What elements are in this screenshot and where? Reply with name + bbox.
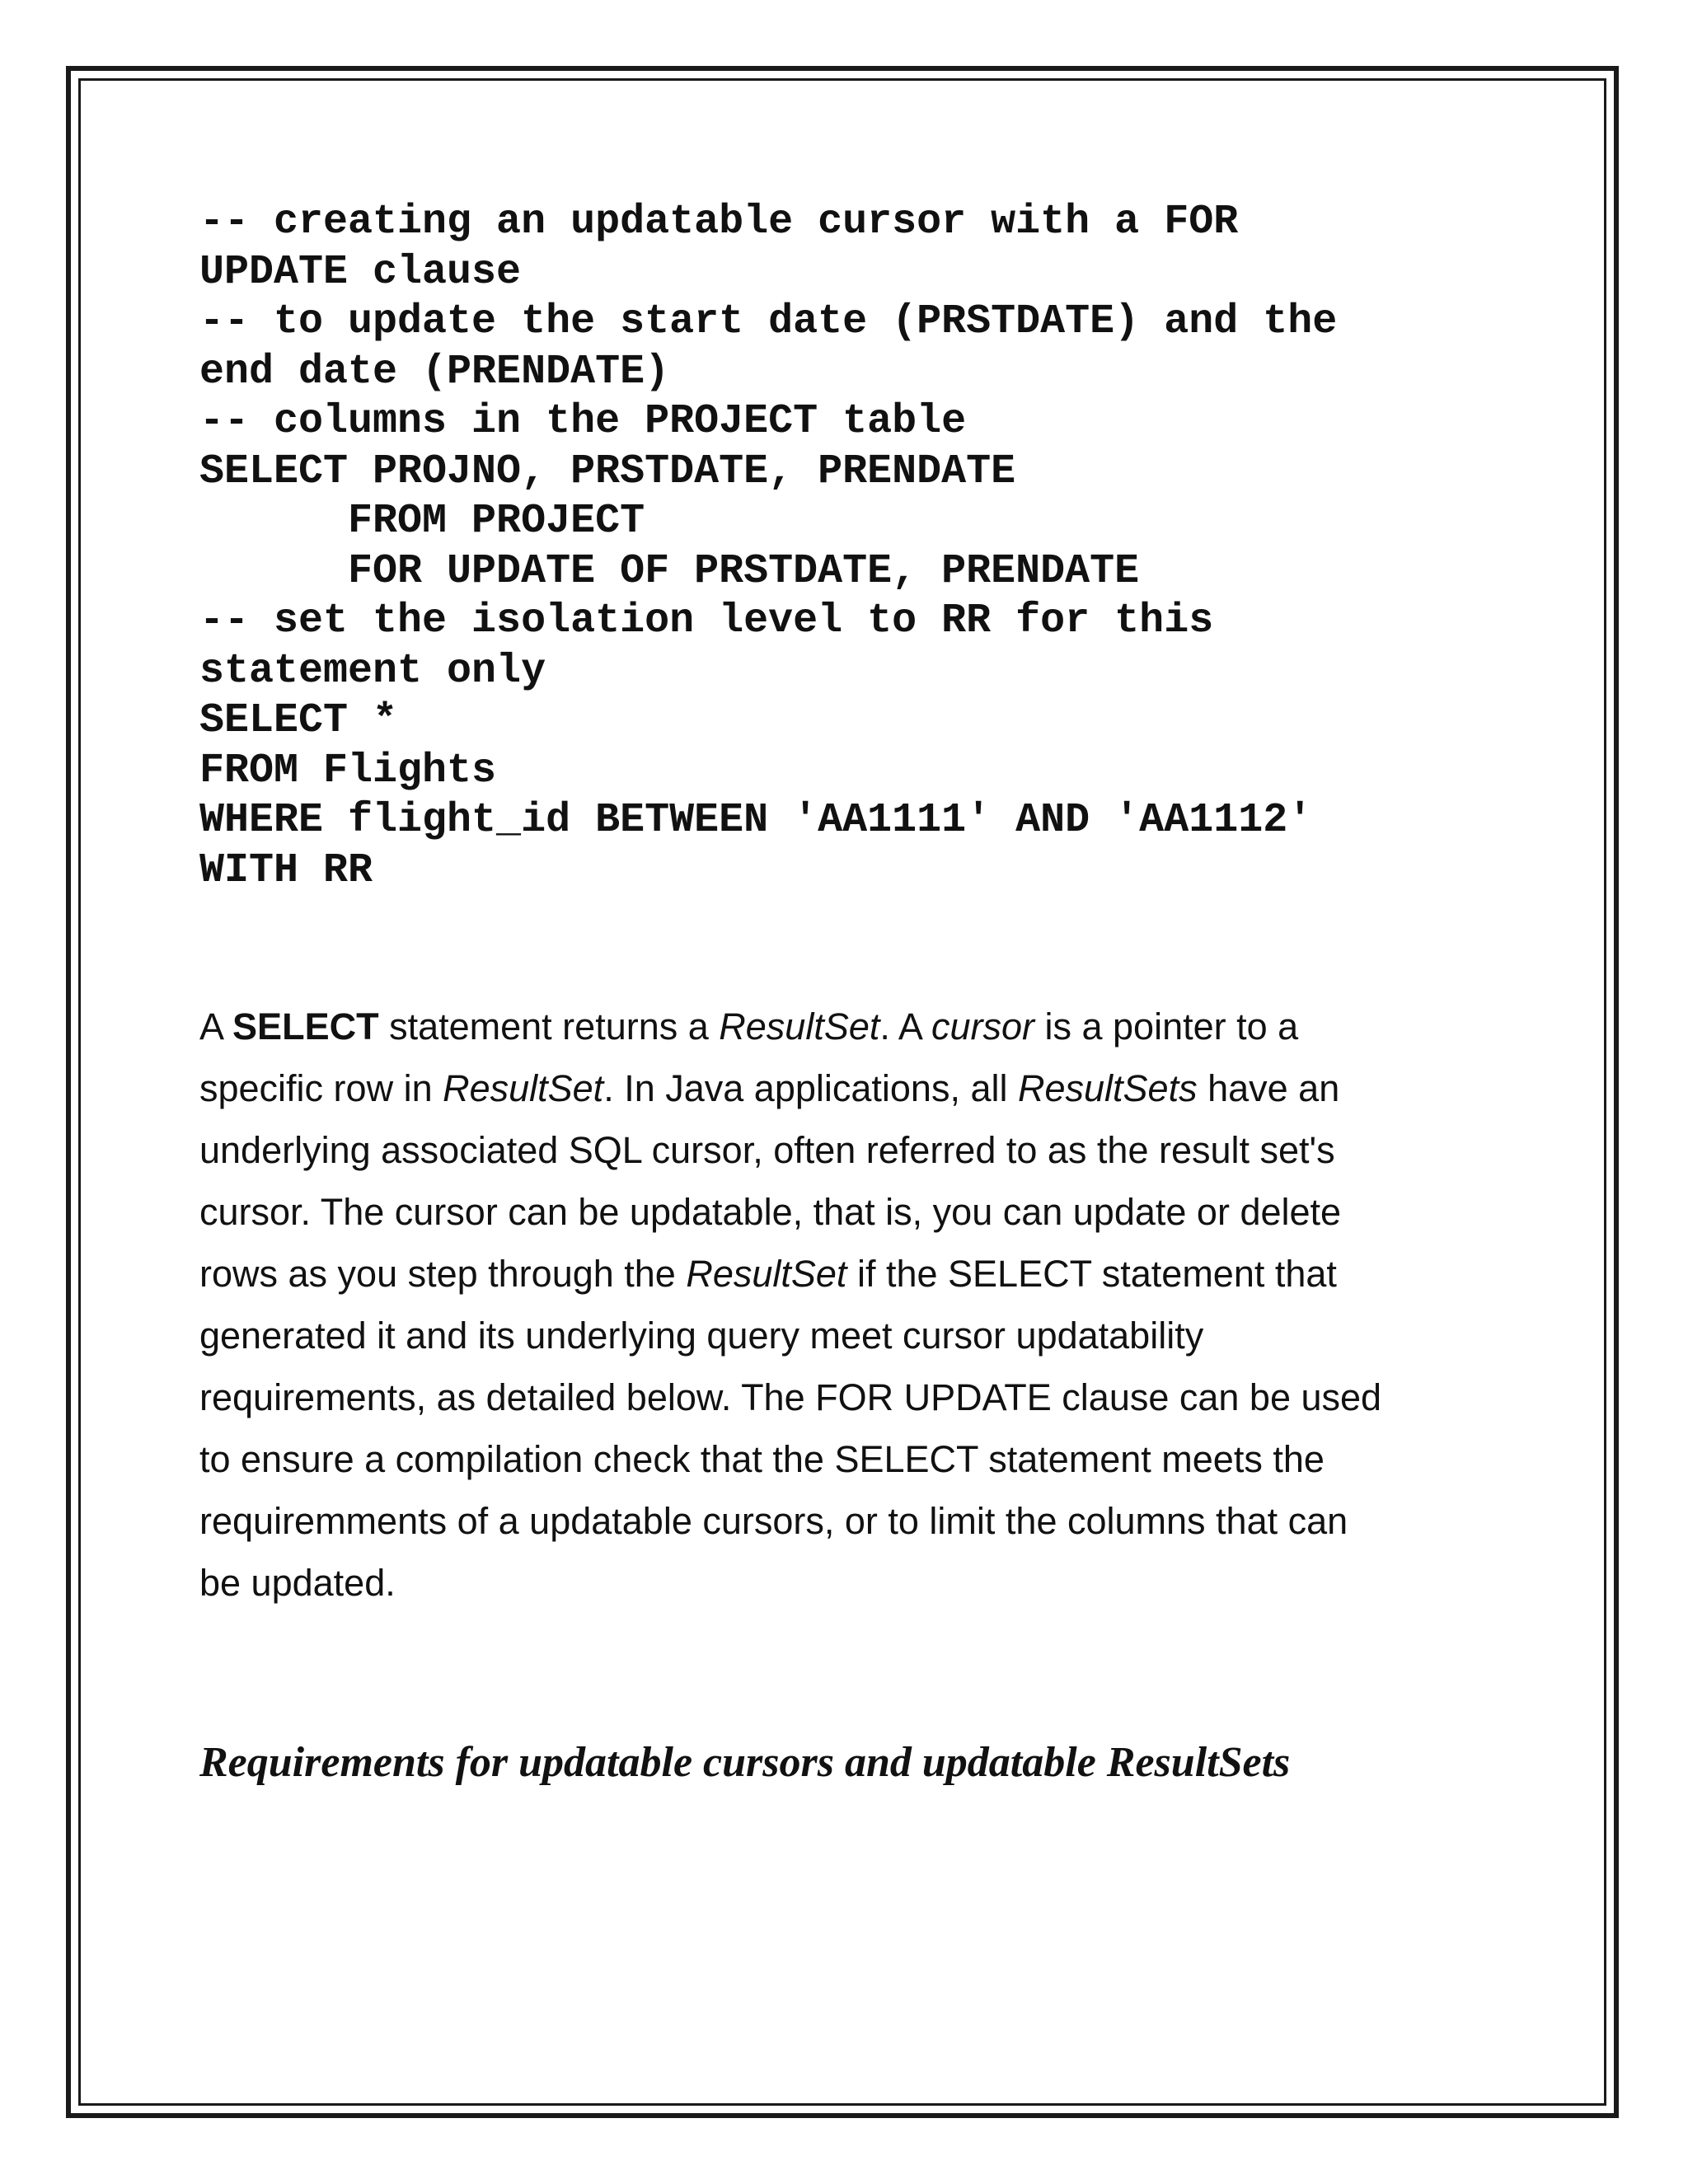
text-run: A [199,1005,233,1047]
code-line: WITH RR [199,846,373,894]
sql-code-block [199,198,1485,896]
code-line: end date (PRENDATE) [199,348,670,396]
paragraph-line: be updated. [199,1562,396,1604]
code-line: UPDATE clause [199,248,522,296]
paragraph-line: to ensure a compilation check that the SELECT statement meets the [199,1438,1325,1480]
paragraph-line: underlying associated SQL cursor, often referred to as the result set's [199,1129,1335,1171]
text-run: . A [879,1005,931,1047]
text-run: have an [1197,1067,1340,1109]
keyword-select: SELECT [232,1005,379,1047]
paragraph-line [199,996,1518,1057]
term-cursor: cursor [931,1005,1034,1047]
code-line: -- creating an updatable cursor with a FOR [199,199,1239,246]
section-heading: Requirements for updatable cursors and updatable ResultSets [199,1739,1291,1786]
text-run: specific row in [199,1067,443,1109]
code-line: -- set the isolation level to RR for this [199,598,1214,644]
code-line: FOR UPDATE OF PRSTDATE, PRENDATE [199,547,1140,595]
paragraph-line: generated it and its underlying query meet cursor updatability [199,1315,1204,1357]
code-line: statement only [199,647,546,695]
paragraph-line: cursor. The cursor can be updatable, that is, you can update or delete [199,1191,1342,1233]
code-line: -- to update the start date (PRSTDATE) and the [199,298,1338,345]
term-resultset: ResultSet [719,1005,880,1047]
body-paragraph [199,996,1518,1614]
text-run: if the SELECT statement that [846,1253,1337,1295]
code-line: SELECT * [199,697,398,744]
text-run: . In Java applications, all [603,1067,1018,1109]
text-run: is a pointer to a [1034,1005,1299,1047]
code-line: SELECT PROJNO, PRSTDATE, PRENDATE [199,448,1016,495]
paragraph-line [199,1057,1518,1119]
code-line: -- columns in the PROJECT table [199,398,967,445]
code-line: FROM Flights [199,747,497,794]
term-resultset: ResultSet [443,1067,604,1109]
paragraph-line [199,1243,1518,1305]
paragraph-line: requiremments of a updatable cursors, or to limit the columns that can [199,1500,1348,1542]
text-run: statement returns a [378,1005,720,1047]
text-run: rows as you step through the [199,1253,687,1295]
term-resultset: ResultSet [686,1253,847,1295]
code-line: FROM PROJECT [199,498,645,545]
term-resultsets: ResultSets [1017,1067,1198,1109]
code-line: WHERE flight_id BETWEEN 'AA1111' AND 'AA1112' [199,797,1313,844]
paragraph-line: requirements, as detailed below. The FOR UPDATE clause can be used [199,1376,1382,1418]
